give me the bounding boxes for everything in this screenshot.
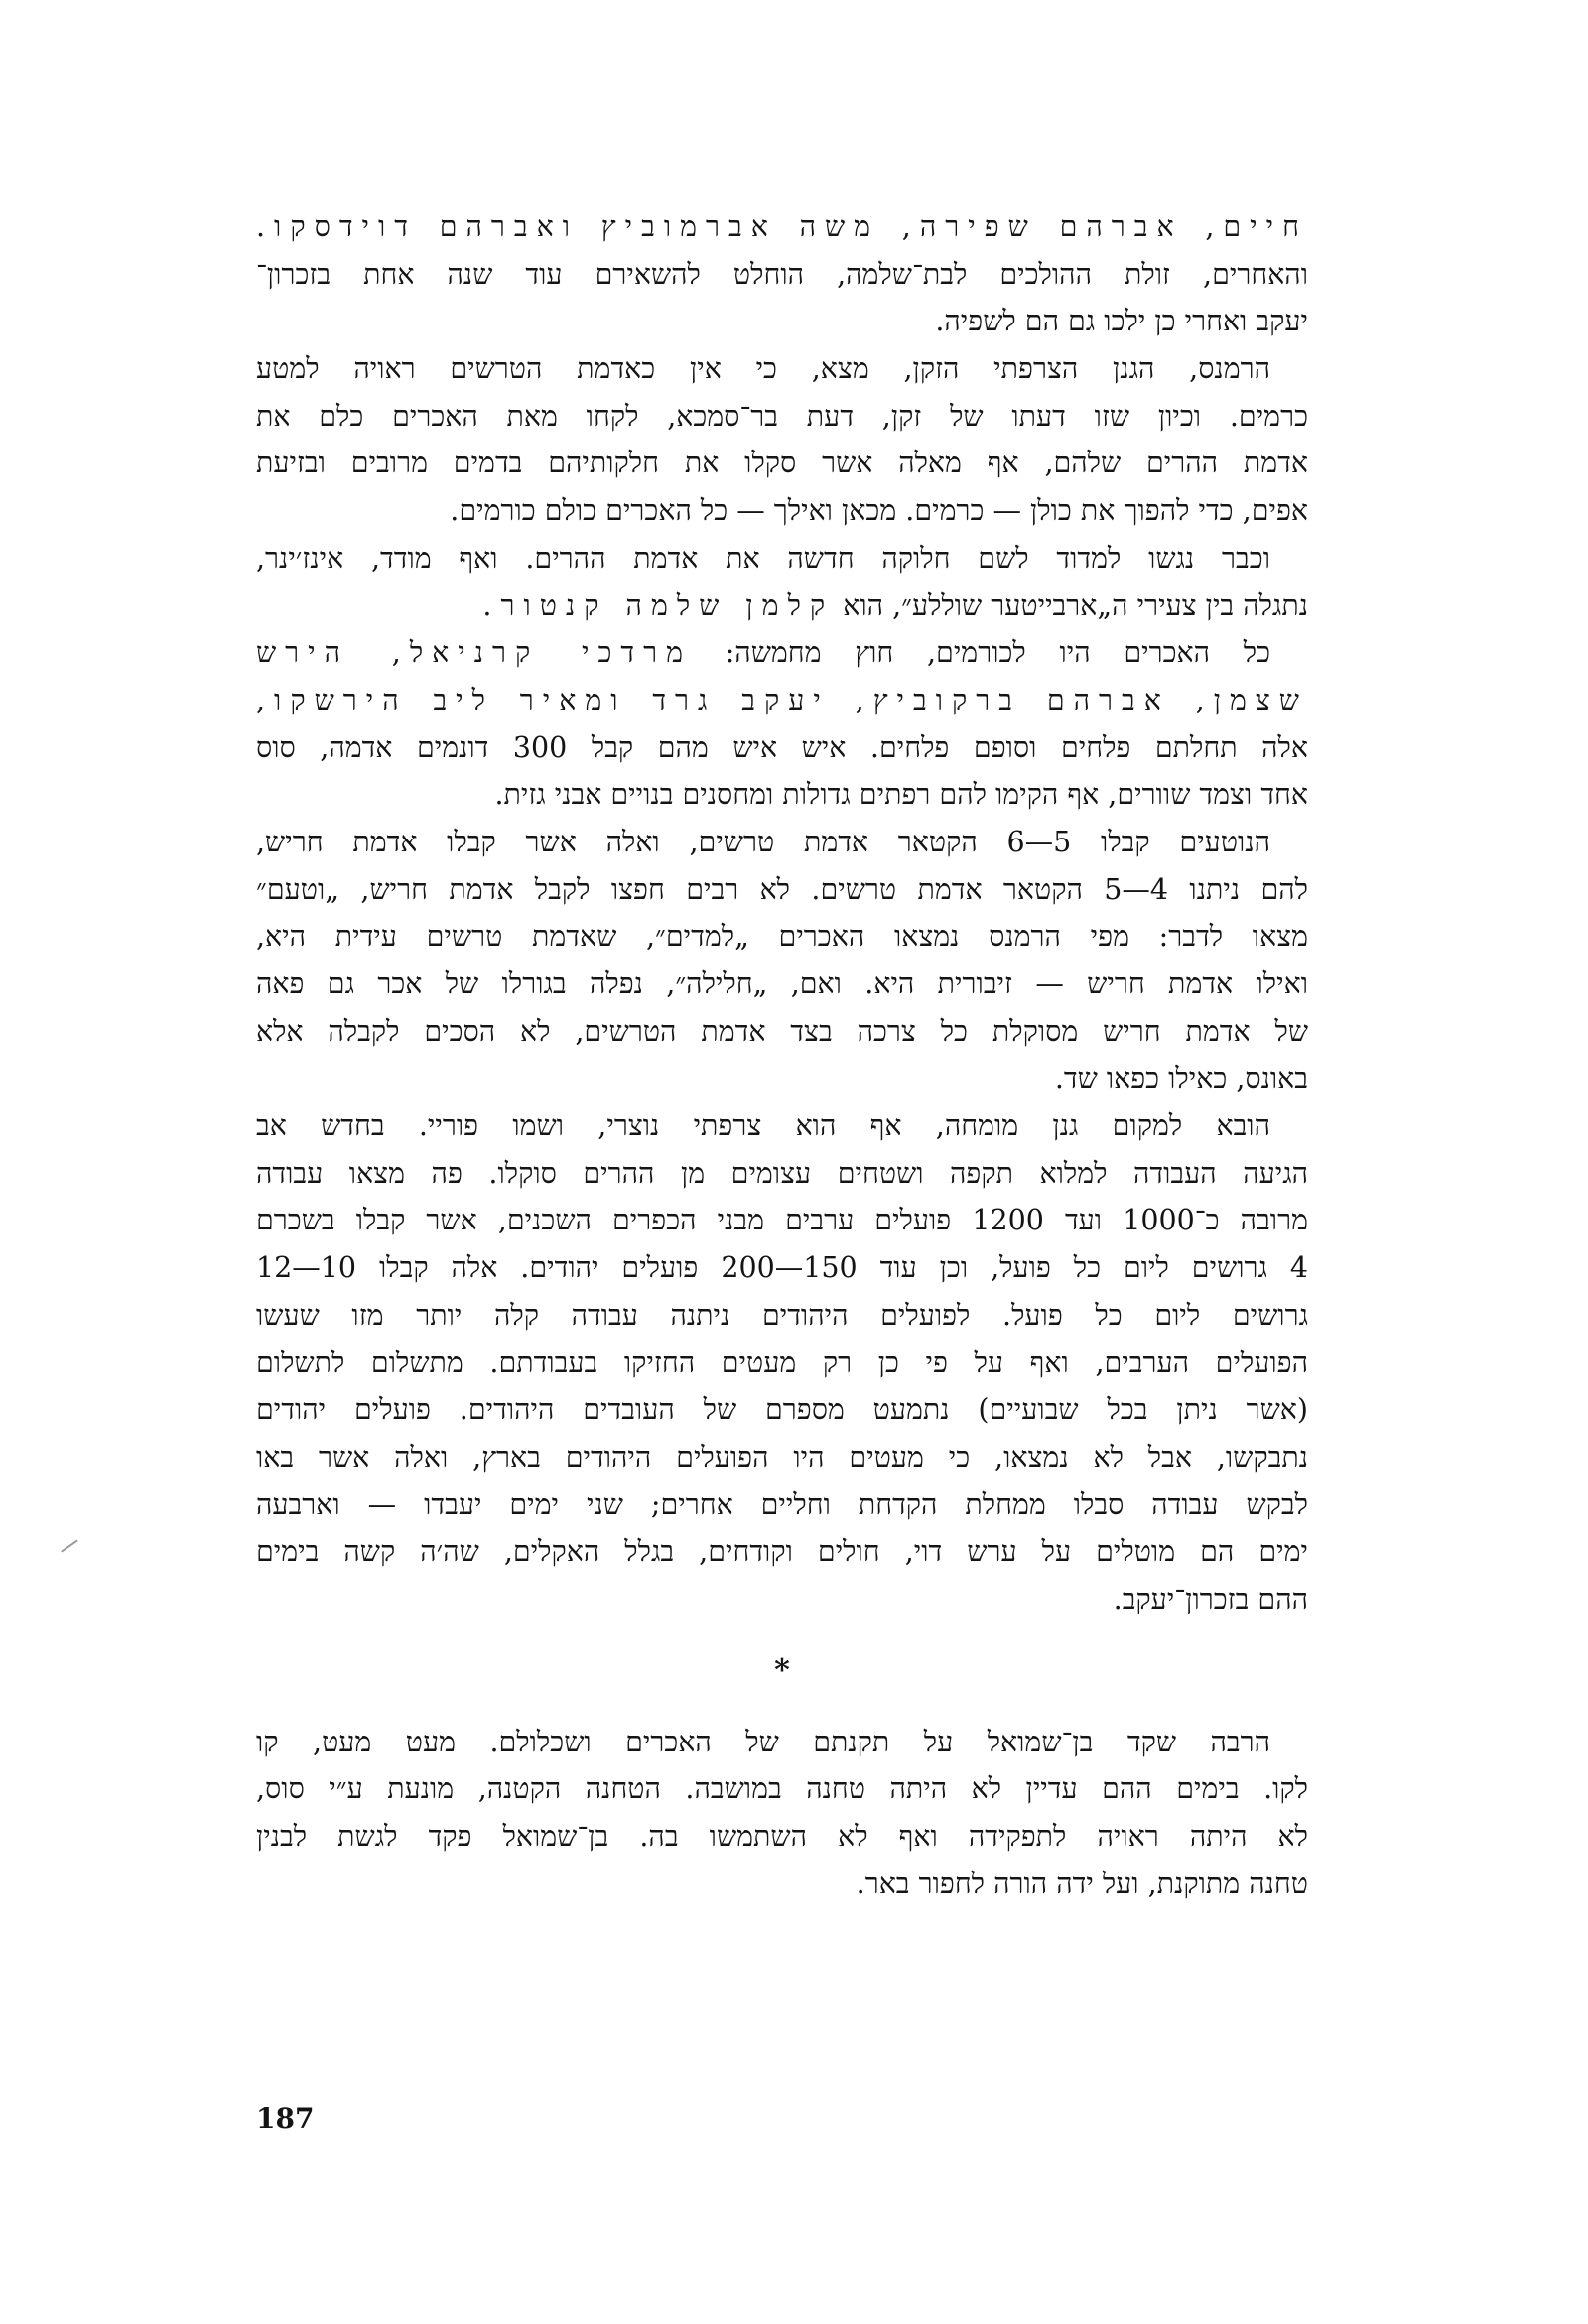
text-line xyxy=(256,345,1308,393)
text-line xyxy=(256,1434,1308,1482)
text-run: לקו. בימים ההם עדיין לא היתה טחנה במושבה. הטחנה הקטנה, מונעת ע״י סוס, xyxy=(256,1772,1308,1806)
text-run: גרושים ליום כל פועל. לפועלים היהודים ניתנה עבודה קלה יותר מזו שעשו xyxy=(256,1298,1308,1332)
text-run: אלה תחלתם פלחים וסופם פלחים. איש איש מהם קבל 300 דונמים אדמה, סוס xyxy=(256,730,1308,764)
text-line xyxy=(256,1197,1308,1244)
body-text xyxy=(256,203,1308,1907)
text-line xyxy=(256,1719,1308,1766)
text-line xyxy=(256,1813,1308,1861)
text-line xyxy=(256,1482,1308,1529)
paragraph xyxy=(256,345,1308,535)
text-line xyxy=(256,1102,1308,1150)
spaced-name-text: שצמן, אברהם ברקוביץ, יעקב גרד ומאיר ליב הירשקו, xyxy=(256,683,1308,716)
text-run: באונס, כאילו כפאו שד. xyxy=(1054,1062,1308,1096)
paragraph xyxy=(256,535,1308,629)
stray-scan-mark xyxy=(61,1539,78,1552)
text-run: ימים הם מוטלים על ערש דוי, חולים וקודחים, בגלל האקלים, שה׳ה קשה בימים xyxy=(256,1535,1308,1569)
document-page xyxy=(256,203,1308,1907)
text-run: נתגלה בין צעירי ה„ארבייטער שוללע״, הוא xyxy=(834,588,1308,622)
spaced-name-text: חיים, xyxy=(1182,210,1308,243)
text-run: (אשר ניתן בכל שבועיים) נתמעט מספרם של העובדים היהודים. פועלים יהודים xyxy=(256,1393,1308,1427)
text-line xyxy=(256,1528,1308,1576)
page-number: 187 xyxy=(256,2102,315,2134)
text-line xyxy=(256,203,1308,251)
text-run: אפים, כדי להפוך את כולן — כרמים. מכאן ואילך — כל האכרים כולם כורמים. xyxy=(450,494,1308,528)
text-line xyxy=(256,677,1308,724)
text-line xyxy=(256,582,1308,630)
text-run: לא היתה ראויה לתפקידה ואף לא השתמשו בה. בן־שמואל פקד לגשת לבנין xyxy=(256,1820,1308,1853)
section-separator: * xyxy=(774,1652,790,1688)
text-run: מצאו לדבר: מפי הרמנס נמצאו האכרים „למדים״, שאדמת טרשים עידית היא, xyxy=(256,920,1308,954)
text-run: להם ניתנו 4—5 הקטאר אדמת טרשים. לא רבים חפצו לקבל אדמת חריש, „וטעם״ xyxy=(256,872,1309,906)
text-run: הנוטעים קבלו 5—6 הקטאר אדמת טרשים, ואלה אשר קבלו אדמת חריש, xyxy=(256,825,1270,858)
spaced-name-text: אברהם שפירה, משה אברמוביץ ואברהם דוידסקו. xyxy=(256,210,1183,243)
text-run: ואילו אדמת חריש — זיבורית היא. ואם, „חלילה״, נפלה בגורלו של אכר גם פאה xyxy=(256,968,1308,1000)
text-line xyxy=(256,1765,1308,1813)
text-run: נתבקשו, אבל לא נמצאו, כי מעטים היו הפועלים היהודים בארץ, ואלה אשר באו xyxy=(256,1440,1308,1474)
text-run: 4 גרושים ליום כל פועל, וכן עוד 150—200 פועלים יהודים. אלה קבלו 10—12 xyxy=(256,1251,1308,1285)
text-run: יעקב ואחרי כן ילכו גם הם לשפיה. xyxy=(935,305,1308,338)
text-line xyxy=(256,1008,1308,1056)
text-line xyxy=(256,1055,1308,1102)
text-line xyxy=(256,535,1308,582)
text-line xyxy=(256,298,1308,345)
text-run: אדמת ההרים שלהם, אף מאלה אשר סקלו את חלקותיהם בדמים מרובים ובזיעת xyxy=(256,447,1308,480)
text-line xyxy=(256,1340,1308,1387)
paragraph xyxy=(256,1719,1308,1908)
text-run: וכבר נגשו למדוד לשם חלוקה חדשה את אדמת ההרים. ואף מודד, אינז׳ינר, xyxy=(256,541,1270,575)
text-line xyxy=(256,771,1308,819)
text-line xyxy=(256,440,1308,487)
text-run: הרמנס, הגנן הצרפתי הזקן, מצא, כי אין כאדמת הטרשים ראויה למטע xyxy=(256,352,1270,386)
text-line xyxy=(256,1292,1308,1340)
text-run: והאחרים, זולת ההולכים לבת־שלמה, הוחלט להשאירם עוד שנה אחת בזכרון־ xyxy=(256,257,1308,291)
text-line xyxy=(256,1576,1308,1623)
text-line xyxy=(256,1150,1308,1198)
text-line xyxy=(256,866,1308,914)
text-run: של אדמת חריש מסוקלת כל צרכה בצד אדמת הטרשים, לא הסכים לקבלה אלא xyxy=(256,1014,1308,1048)
spaced-name-text: קלמן שלמה קנטור. xyxy=(482,588,835,622)
spaced-name-text: מרדכי קרניאל, הירש xyxy=(256,636,692,670)
text-run: ההם בזכרון־יעקב. xyxy=(1113,1582,1308,1615)
paragraph xyxy=(256,629,1308,819)
text-run: הרבה שקד בן־שמואל על תקנתם של האכרים ושכלולם. מעט מעט, קו xyxy=(256,1725,1270,1758)
text-run: מרובה כ־1000 ועד 1200 פועלים ערבים מבני הכפרים השכנים, אשר קבלו בשכרם xyxy=(256,1204,1308,1237)
text-line xyxy=(256,819,1308,866)
paragraph xyxy=(256,819,1308,1102)
text-line xyxy=(256,1861,1308,1908)
text-line xyxy=(256,393,1308,441)
text-line xyxy=(256,487,1308,535)
text-line xyxy=(256,1244,1308,1292)
text-line xyxy=(256,1386,1308,1434)
text-run: הובא למקום גנן מומחה, אף הוא צרפתי נוצרי, ושמו פוריי. בחדש אב xyxy=(256,1109,1270,1143)
text-run: אחד וצמד שוורים, אף הקימו להם רפתים גדולות ומחסנים בנויים אבני גזית. xyxy=(494,778,1308,812)
text-line xyxy=(256,724,1308,772)
text-run: כרמים. וכיון שזו דעתו של זקן, דעת בר־סמכא, לקחו מאת האכרים כלם את xyxy=(256,399,1308,433)
text-line xyxy=(256,961,1308,1008)
text-run: הגיעה העבודה למלוא תקפה ושטחים עצומים מן ההרים סוקלו. פה מצאו עבודה xyxy=(256,1156,1308,1190)
paragraph xyxy=(256,1102,1308,1623)
text-run: כל האכרים היו לכורמים, חוץ מחמשה: xyxy=(691,636,1271,670)
text-line xyxy=(256,913,1308,961)
text-line xyxy=(256,629,1308,677)
text-run: הפועלים הערבים, ואף על פי כן רק מעטים החזיקו בעבודתם. מתשלום לתשלום xyxy=(256,1346,1308,1379)
paragraph xyxy=(256,203,1308,345)
text-run: לבקש עבודה סבלו ממחלת הקדחת וחליים אחרים; שני ימים יעבדו — וארבעה xyxy=(256,1487,1308,1521)
text-line xyxy=(256,251,1308,299)
text-run: טחנה מתוקנת, ועל ידה הורה לחפור באר. xyxy=(856,1867,1308,1900)
